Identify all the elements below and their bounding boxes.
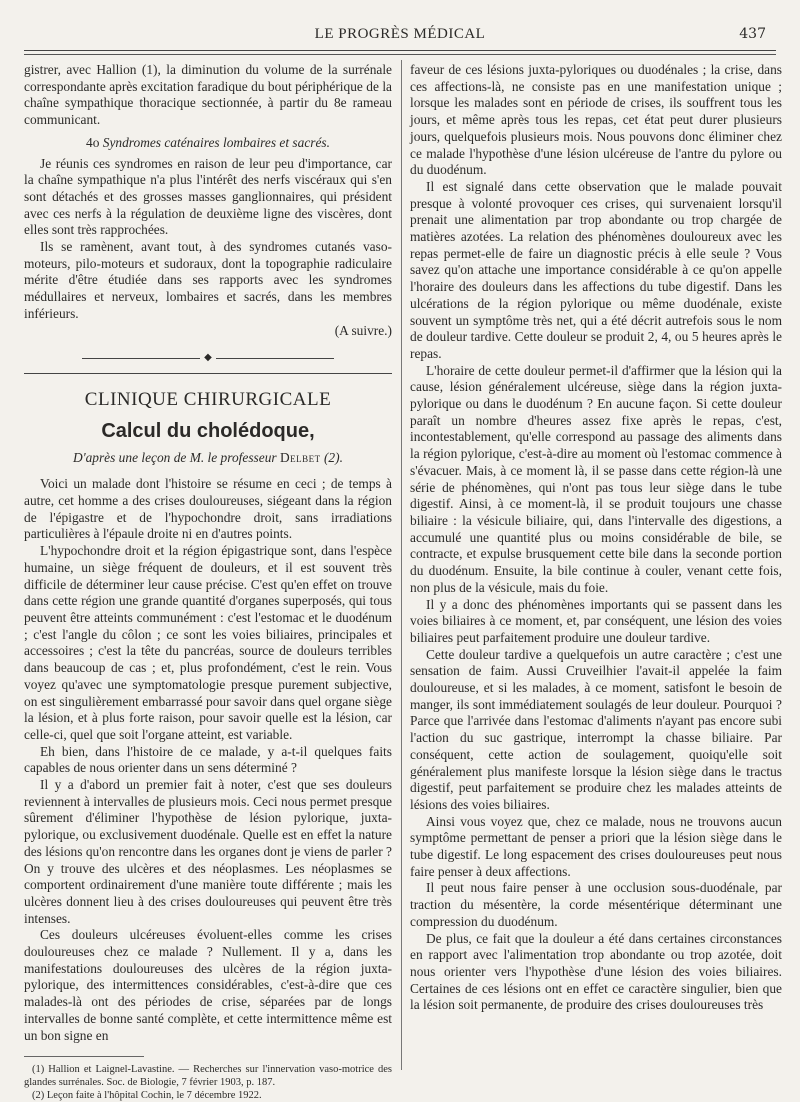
paragraph: Il y a d'abord un premier fait à noter, c'est que ses douleurs reviennent à intervalles de plusieurs mois. Ceci nous permet presque sûrement d'éliminer l'hypothèse de lésion pylorique, juxta-pylorique, ou exclusivement duodénale. Quelle est en effet la nature des lésions qu'on rencontre dans les organes dont je viens de parler ? On y trouve des ulcères et des néoplasmes. Les néoplasmes se comportent ordinairement d'une manière toute différente ; mais les ulcères donnent lieu à des crises douloureuses qui peuvent être très intenses. <box>24 777 392 926</box>
subsection-title: Syndromes caténaires lombaires et sacrés. <box>102 134 330 150</box>
paragraph: L'hypochondre droit et la région épigastrique sont, dans l'espèce humaine, un siège fréquent de douleurs, et il est souvent très difficile de déterminer leur cause précise. C'est qu'en effet on trouve dans cette région une grande quantité d'organes superposés, qui tous peuvent être atteints communément : c'est l'estomac et le duodénum ; c'est l'angle du côlon ; ce sont les voies biliaires, principales et accessoires ; c'est la tête du pancréas, source de douleurs terribles dans beaucoup de cas ; et, plus profondément, c'est le rein. Vous voyez qu'avec une symptomatologie presque purement subjective, on est singulièrement embarrassé pour savoir dans quel organe siège la lésion, et à plus forte raison, pour savoir quelle est la lésion, car celle-ci, quel que soit l'organe atteint, est variable. <box>24 543 392 742</box>
author-name: Delbet <box>279 449 321 465</box>
header-rule <box>24 50 776 51</box>
paragraph: Voici un malade dont l'histoire se résume en ceci ; de temps à autre, cet homme a des crises douloureuses, siégeant dans la région de l'épigastre et de l'hypochondre droit, sans irradiations particulières à l'épaule droite ni en d'autres points. <box>24 476 392 542</box>
ornament-icon: ◆ <box>204 351 212 363</box>
page-header <box>24 26 776 48</box>
journal-title: LE PROGRÈS MÉDICAL <box>314 26 486 42</box>
continued-paragraph: gistrer, avec Hallion (1), la diminution du volume de la surrénale correspondante après excitation faradique du bout périphérique de la chaîne sympathique thoracique sectionnée, à partir du 8e rameau communicant. <box>24 62 392 128</box>
ornament-divider <box>24 349 392 363</box>
left-column <box>24 62 392 1102</box>
paragraph: De plus, ce fait que la douleur a été dans certaines circonstances en rapport avec l'alimentation trop abondante ou trop azotée, doit nous orienter vers l'hypothèse d'une lésion des voies biliaires. Certaines de ces lésions ont en effet ce caractère singulier, bien que la lésion soit permanente, de produire des crises douloureuses très <box>410 930 782 1013</box>
footnote-2: (2) Leçon faite à l'hôpital Cochin, le 7 décembre 1922. <box>32 1090 262 1102</box>
continued-paragraph: faveur de ces lésions juxta-pyloriques ou duodénales ; la crise, dans ces affections-là, ne consiste pas en une manifestation unique ; lorsque les malades sont en période de crises, ils souffrent tous les jours, et même après tous les repas, cet état peut durer plusieurs jours, quelquefois plusieurs mois. Nous pouvons donc éliminer chez ce malade l'hypothèse d'une lésion ulcéreuse de l'antre du pylore ou du duodénum. <box>410 62 782 178</box>
section-title: CLINIQUE CHIRURGICALE <box>84 389 332 411</box>
paragraph: Ces douleurs ulcéreuses évoluent-elles comme les crises douloureuses chez ce malade ? Nullement. Il y a, dans les manifestations douloureuses des ulcères de la région juxta-pylorique, des intermittences considérables, c'est-à-dire que ces malades-là ont des périodes de crise, séparées par de longs intervalles de bonne santé complète, et cette intermittence même est un bon signe en <box>24 927 392 1043</box>
paragraph: Ils se ramènent, avant tout, à des syndromes cutanés vaso-moteurs, pilo-moteurs et sudoraux, dont la topographie radiculaire mérite d'être étudiée dans ses rapports avec les syndromes médullaires et nerveux, lombaires et sacrés, dans les membres inférieurs. <box>24 239 392 321</box>
to-be-continued: (A suivre.) <box>334 322 392 338</box>
paragraph: Ainsi vous voyez que, chez ce malade, nous ne trouvons aucun symptôme permettant de penser a priori que la lésion siège dans le tube digestif. Le long espacement des crises douloureuses peut nous faire penser à deux affections. <box>410 813 782 879</box>
paragraph: Il peut nous faire penser à une occlusion sous-duodénale, par traction du mésentère, la corde mésentérique déterminant une compression du duodénum. <box>410 880 782 929</box>
paragraph: Il y a donc des phénomènes importants qui se passent dans les voies biliaires à ce moment, et, par conséquent, une lésion des voies biliaires peut parfaitement produire une douleur tardive. <box>410 596 782 645</box>
footnote-rule <box>24 1056 144 1057</box>
page-number: 437 <box>739 26 766 42</box>
paragraph: Je réunis ces syndromes en raison de leur peu d'importance, car la chaîne sympathique n'a plus l'intérêt des nerfs viscéraux qui s'en sont détachés et des grosses masses ganglionnaires, qui président avec ces nerfs à la régulation de deuxième ligne des viscères, dont elles sont très rapprochées. <box>24 155 392 238</box>
column-divider <box>401 60 402 1070</box>
right-column <box>410 62 782 1014</box>
paragraph: Cette douleur tardive a quelquefois un autre caractère ; c'est une sensation de faim. Aussi Cruveilhier l'avait-il appelée la faim douloureuse, et si les malades, à ce moment, satisfont le besoin de manger, ils sont immédiatement soulagés de leur douleur. Pourquoi ? Parce que l'arrivée dans l'estomac d'aliments n'ayant pas encore subi l'action du suc gastrique, interrompt la chasse biliaire. Par conséquent, cette action de soulagement, quoiqu'elle soit généralement plus manifeste lorsque la lésion siège dans le tractus digestif, peut parfaitement se produire chez les malades atteints de lésions des voies biliaires. <box>410 646 782 812</box>
subsection-heading <box>24 135 392 152</box>
subsection-number: 4o <box>86 134 103 150</box>
paragraph: L'horaire de cette douleur permet-il d'affirmer que la lésion qui la cause, lésion généralement ulcéreuse, siège dans la région juxta-pylorique ou dans le duodénum ? En aucune façon. Si cette douleur paraît un nombre d'heures assez fixe après le repas, c'est, incontestablement, qu'elle correspond au passage des aliments dans la région pylorique, c'est-à-dire au moment où l'estomac commence à s'évacuer. Mais, à ce moment là, il se passe dans cette région-là une série de phénomènes, qui n'ont pas tous leur siège dans le tube digestif. Ainsi, à ce moment-là, il se produit toujours une chasse biliaire : la vésicule biliaire, qui, dans l'intervalle des digestions, a accumulé une quantité plus ou moins considérable de bile, se contracte, et expulse brusquement cette bile dans la seconde portion du duodénum. Ensuite, la bile continue à couler, venant cette fois, non plus de la vésicule, mais du foie. <box>410 362 782 595</box>
byline: D'après une leçon de M. le professeur Delbet (2). <box>73 449 343 465</box>
footnote-1: (1) Hallion et Laignel-Lavastine. — Recherches sur l'innervation vaso-motrice des glandes surrénales. Soc. de Biologie, 7 février 1903, p. 187. <box>24 1064 392 1089</box>
paragraph: Il est signalé dans cette observation que le malade pouvait presque à volonté provoquer ces crises, qui survenaient lorsqu'il prenait une alimentation par trop abondante ou trop chargée de matières azotées. La relation des phénomènes douloureux avec les repas permet-elle de faire un diagnostic précis à elle seule ? Vous savez qu'on attache une importance considérable à ce qu'on appelle l'horaire des douleurs dans les affections du tube digestif. Dans les ulcérations de la région pylorique ou même duodénale, existe souvent un symptôme très net, qui a été décrit autrefois sous le nom de douleur tardive. Cette douleur se produit 2, 4, ou 5 heures après le repas. <box>410 178 782 361</box>
header-rule-thin <box>24 54 776 55</box>
paragraph: Eh bien, dans l'histoire de ce malade, y a-t-il quelques faits capables de nous orienter dans un sens déterminé ? <box>24 743 392 776</box>
article-title: Calcul du cholédoque, <box>101 419 315 442</box>
section-rule <box>24 373 392 374</box>
